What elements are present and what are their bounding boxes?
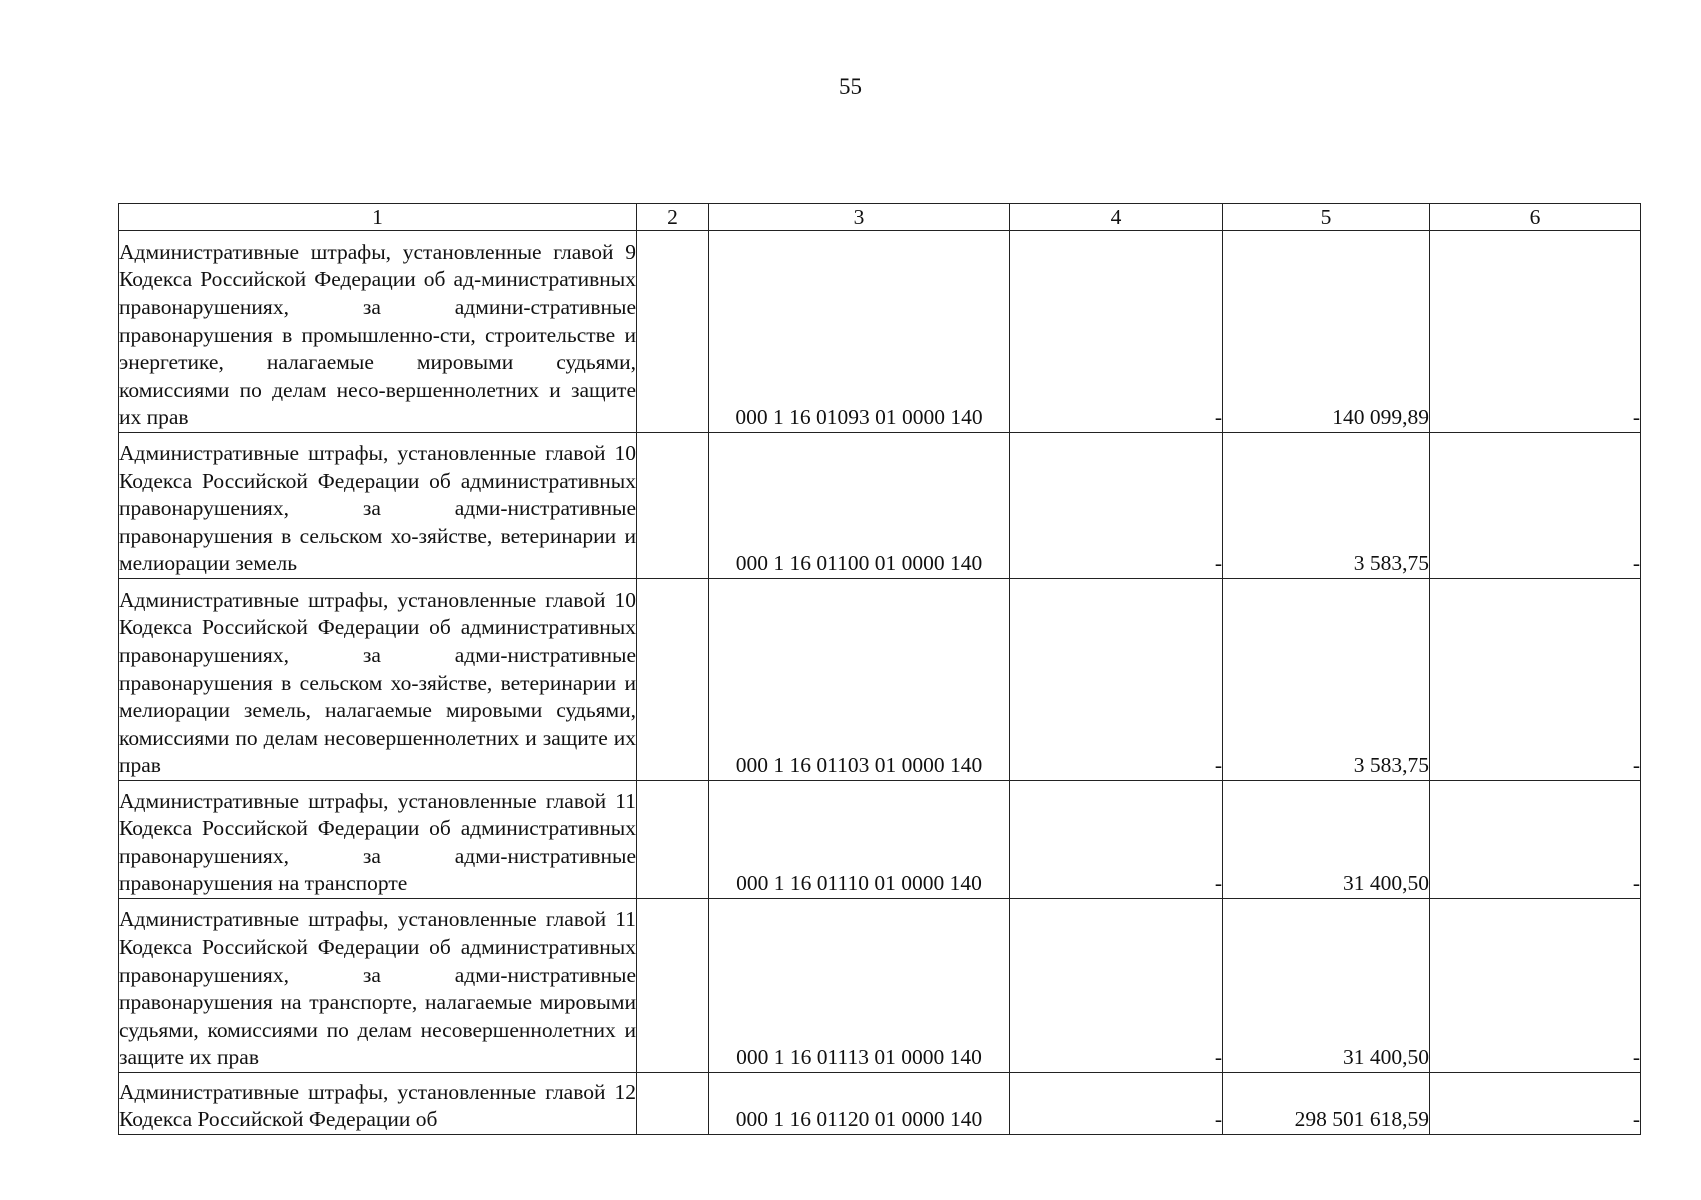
row-description: Административные штрафы, установленные главой 11 Кодекса Российской Федерации об административных правонарушениях, за адми-нистративные правонарушения на транспорте, налагаемые мировыми судьями, комиссиями по делам несовершеннолетних и защите их прав: [119, 899, 637, 1073]
row-description: Административные штрафы, установленные главой 12 Кодекса Российской Федерации об: [119, 1073, 637, 1135]
row-budget-code: 000 1 16 01110 01 0000 140: [709, 781, 1010, 899]
column-header-6: 6: [1430, 204, 1641, 231]
row-description: Административные штрафы, установленные главой 10 Кодекса Российской Федерации об административных правонарушениях, за адми-нистративные правонарушения в сельском хо-зяйстве, ветеринарии и мелиорации земель, налагаемые мировыми судьями, комиссиями по делам несовершеннолетних и защите их прав: [119, 579, 637, 781]
header-row: [119, 204, 1641, 231]
column-header-1: 1: [119, 204, 637, 231]
row-col2: [637, 1073, 709, 1135]
row-col6: -: [1430, 231, 1641, 433]
table-row: [119, 433, 1641, 579]
column-header-3: 3: [709, 204, 1010, 231]
row-col2: [637, 231, 709, 433]
row-budget-code: 000 1 16 01100 01 0000 140: [709, 433, 1010, 579]
table-row: [119, 899, 1641, 1073]
row-col6: -: [1430, 781, 1641, 899]
row-col2: [637, 433, 709, 579]
row-col4: -: [1010, 899, 1223, 1073]
row-col2: [637, 899, 709, 1073]
column-header-5: 5: [1223, 204, 1430, 231]
table-row: [119, 231, 1641, 433]
row-amount: 3 583,75: [1223, 433, 1430, 579]
row-amount: 3 583,75: [1223, 579, 1430, 781]
row-description: Административные штрафы, установленные главой 9 Кодекса Российской Федерации об ад-министративных правонарушениях, за админи-стративные правонарушения в промышленно-сти, строительстве и энергетике, налагаемые мировыми судьями, комиссиями по делам несо-вершеннолетних и защите их прав: [119, 231, 637, 433]
row-col4: -: [1010, 1073, 1223, 1135]
table-row: [119, 579, 1641, 781]
row-budget-code: 000 1 16 01093 01 0000 140: [709, 231, 1010, 433]
page-number: 55: [839, 74, 862, 99]
row-col4: -: [1010, 433, 1223, 579]
row-budget-code: 000 1 16 01103 01 0000 140: [709, 579, 1010, 781]
row-description: Административные штрафы, установленные главой 11 Кодекса Российской Федерации об административных правонарушениях, за адми-нистративные правонарушения на транспорте: [119, 781, 637, 899]
column-header-2: 2: [637, 204, 709, 231]
row-col6: -: [1430, 899, 1641, 1073]
row-col2: [637, 579, 709, 781]
row-amount: 31 400,50: [1223, 781, 1430, 899]
row-budget-code: 000 1 16 01120 01 0000 140: [709, 1073, 1010, 1135]
row-col6: -: [1430, 1073, 1641, 1135]
column-header-4: 4: [1010, 204, 1223, 231]
row-col2: [637, 781, 709, 899]
row-col6: -: [1430, 579, 1641, 781]
row-description: Административные штрафы, установленные главой 10 Кодекса Российской Федерации об административных правонарушениях, за адми-нистративные правонарушения в сельском хо-зяйстве, ветеринарии и мелиорации земель: [119, 433, 637, 579]
row-amount: 298 501 618,59: [1223, 1073, 1430, 1135]
row-col4: -: [1010, 579, 1223, 781]
row-col4: -: [1010, 781, 1223, 899]
revenue-table: [118, 203, 1641, 1135]
row-budget-code: 000 1 16 01113 01 0000 140: [709, 899, 1010, 1073]
table-row: [119, 1073, 1641, 1135]
row-col6: -: [1430, 433, 1641, 579]
table-row: [119, 781, 1641, 899]
row-amount: 140 099,89: [1223, 231, 1430, 433]
row-col4: -: [1010, 231, 1223, 433]
row-amount: 31 400,50: [1223, 899, 1430, 1073]
